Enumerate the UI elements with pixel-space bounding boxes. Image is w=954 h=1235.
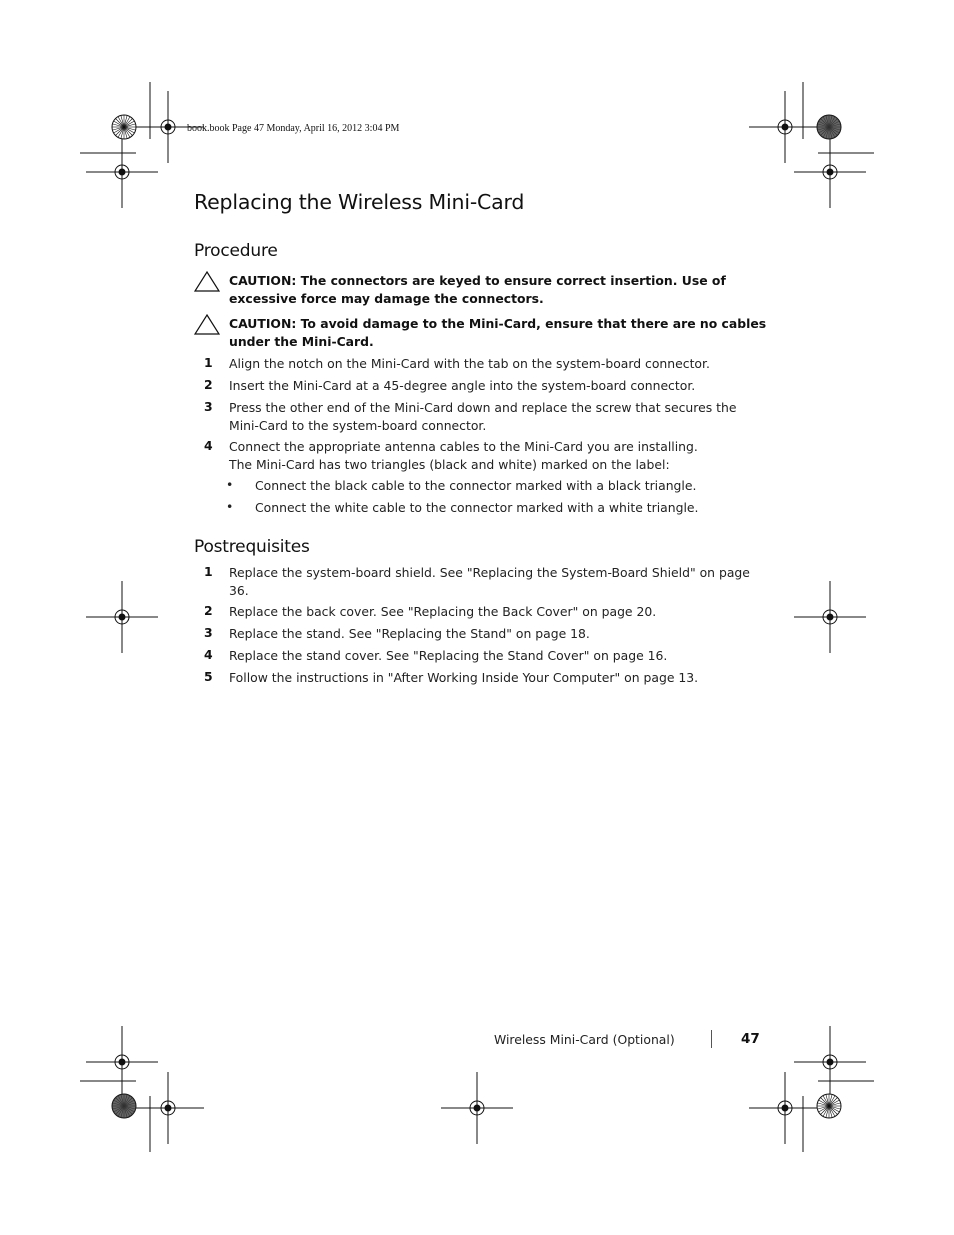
bullet-text: Connect the black cable to the connector marked with a black triangle. <box>255 478 697 493</box>
bullet-item-white-cable <box>226 499 766 517</box>
step-text: Insert the Mini-Card at a 45-degree angle into the system-board connector. <box>229 378 696 393</box>
step-number: 5 <box>204 669 213 684</box>
caution-note-2 <box>194 315 774 350</box>
postrequisite-step-5 <box>204 669 774 687</box>
step-number: 3 <box>204 625 213 640</box>
procedure-heading: Procedure <box>194 241 278 261</box>
step-number: 1 <box>204 355 213 370</box>
page-title: Replacing the Wireless Mini-Card <box>194 190 525 214</box>
bullet-dot: • <box>226 477 234 492</box>
step-number: 1 <box>204 564 213 579</box>
registration-mark-icon <box>794 136 866 208</box>
procedure-step-1 <box>204 355 774 373</box>
step-text: Replace the system-board shield. See "Replacing the System-Board Shield" on page 36. <box>229 565 750 598</box>
footer-chapter-label: Wireless Mini-Card (Optional) <box>494 1032 675 1047</box>
step-number: 3 <box>204 399 213 414</box>
bullet-item-black-cable <box>226 477 766 495</box>
bullet-text: Connect the white cable to the connector marked with a white triangle. <box>255 500 699 515</box>
caution-note-1 <box>194 272 774 307</box>
registration-mark-icon <box>794 581 866 653</box>
step-text: Replace the back cover. See "Replacing the Back Cover" on page 20. <box>229 604 657 619</box>
step-number: 4 <box>204 438 213 453</box>
registration-mark-icon <box>749 91 821 163</box>
registration-mark-icon <box>86 136 158 208</box>
footer-divider <box>711 1030 712 1048</box>
procedure-step-2 <box>204 377 774 395</box>
color-wheel-mark <box>112 1094 136 1118</box>
color-wheel-mark <box>817 1094 841 1118</box>
registration-mark-icon <box>86 581 158 653</box>
print-slug: book.book Page 47 Monday, April 16, 2012 3:04 PM <box>187 123 400 134</box>
caution-triangle-icon <box>194 271 220 293</box>
postrequisite-step-3 <box>204 625 774 643</box>
registration-mark-icon <box>794 1026 866 1098</box>
procedure-step-4 <box>204 438 774 473</box>
page-number: 47 <box>741 1031 760 1047</box>
step-text: Align the notch on the Mini-Card with the tab on the system-board connector. <box>229 356 710 371</box>
procedure-step-3 <box>204 399 774 434</box>
color-wheel-mark <box>112 115 136 139</box>
step-number: 2 <box>204 377 213 392</box>
postrequisite-step-4 <box>204 647 774 665</box>
postrequisite-step-1 <box>204 564 774 599</box>
caution-text: CAUTION: The connectors are keyed to ensure correct insertion. Use of excessive force may damage the connectors. <box>229 273 726 306</box>
step-text: Connect the appropriate antenna cables to the Mini-Card you are installing. <box>229 439 698 454</box>
caution-text: CAUTION: To avoid damage to the Mini-Card, ensure that there are no cables under the Mini-Card. <box>229 316 767 349</box>
step-number: 2 <box>204 603 213 618</box>
step-text: Replace the stand. See "Replacing the Stand" on page 18. <box>229 626 590 641</box>
postrequisites-heading: Postrequisites <box>194 537 310 557</box>
step-text: Replace the stand cover. See "Replacing the Stand Cover" on page 16. <box>229 648 668 663</box>
registration-mark-icon <box>86 1026 158 1098</box>
bullet-dot: • <box>226 499 234 514</box>
step-number: 4 <box>204 647 213 662</box>
postrequisite-step-2 <box>204 603 774 621</box>
registration-mark-icon <box>132 1072 204 1144</box>
step-text: Follow the instructions in "After Working Inside Your Computer" on page 13. <box>229 670 699 685</box>
step-note: The Mini-Card has two triangles (black and white) marked on the label: <box>229 456 670 472</box>
registration-mark-icon <box>441 1072 513 1144</box>
step-text: Press the other end of the Mini-Card down and replace the screw that secures the Mini-Card to the system-board connector. <box>229 400 737 433</box>
color-wheel-mark <box>817 115 841 139</box>
registration-mark-icon <box>749 1072 821 1144</box>
caution-triangle-icon <box>194 314 220 336</box>
